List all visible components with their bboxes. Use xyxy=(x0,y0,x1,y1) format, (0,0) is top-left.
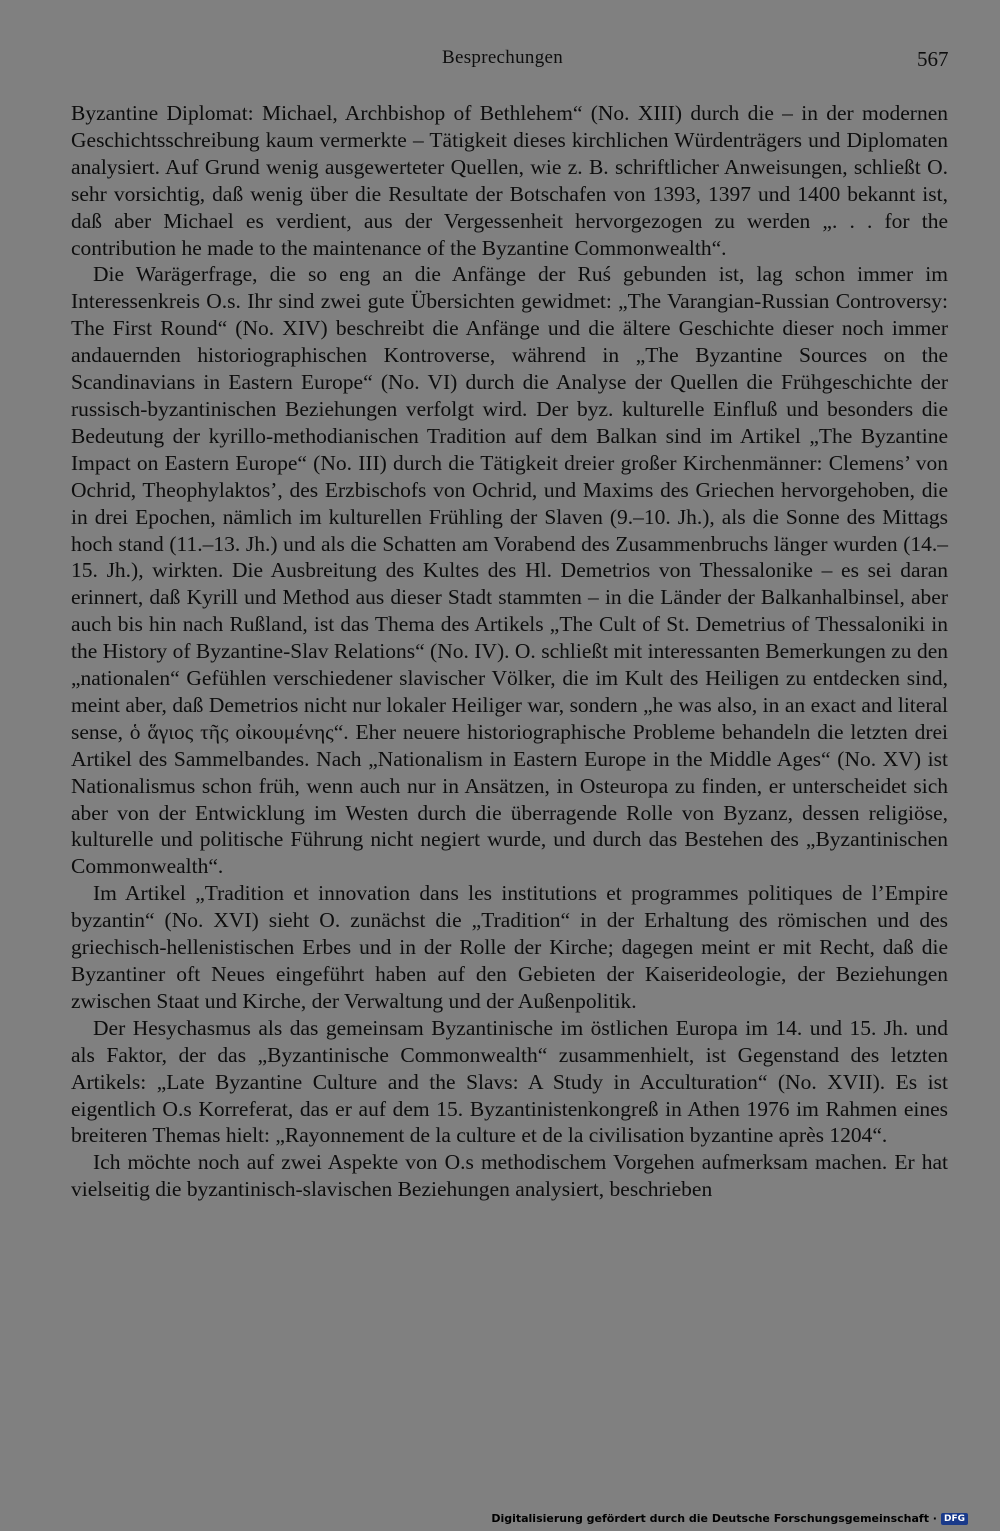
paragraph: Byzantine Diplomat: Michael, Archbishop of Bethlehem“ (No. XIII) durch die – in der modernen Geschichtsschreibung kaum vermerkte – Tätigkeit dieses kirchlichen Würdenträgers und Diplomaten analysiert. Auf Grund wenig ausgewerteter Quellen, wie z. B. schriftlicher Anweisungen, schließt O. sehr vorsichtig, daß wenig über die Resultate der Botschafen von 1393, 1397 und 1400 bekannt ist, daß aber Michael es verdient, aus der Vergessenheit hervorgezogen zu werden „. . . for the contribution he made to the maintenance of the Byzantine Commonwealth“. xyxy=(71,101,948,260)
running-head: Besprechungen xyxy=(442,47,564,68)
body-text xyxy=(71,100,948,1203)
paragraph: Im Artikel „Tradition et innovation dans les institutions et programmes politiques de l’Empire byzantin“ (No. XVI) sieht O. zunächst die „Tradition“ in der Erhaltung des römischen und des griechisch-hellenistischen Erbes und in der Rolle der Kirche; dagegen meint er mit Recht, daß die Byzantiner oft Neues eingeführt haben auf den Gebieten der Kaiserideologie, der Beziehungen zwischen Staat und Kirche, der Verwaltung und der Außenpolitik. xyxy=(71,881,948,1013)
paragraph: Ich möchte noch auf zwei Aspekte von O.s methodischem Vorgehen aufmerksam machen. Er hat vielseitig die byzantinisch-slavischen Beziehungen analysiert, beschrieben xyxy=(71,1150,948,1202)
paragraph: Der Hesychasmus als das gemeinsam Byzantinische im östlichen Europa im 14. und 15. Jh. und als Faktor, der das „Byzantinische Commonwealth“ zusammenhielt, ist Gegenstand des letzten Artikels: „Late Byzantine Culture and the Slavs: A Study in Acculturation“ (No. XVII). Es ist eigentlich O.s Korreferat, das er auf dem 15. Byzantinistenkongreß in Athen 1976 im Rahmen eines breiteren Themas hielt: „Rayonnement de la culture et de la civilisation byzantine après 1204“. xyxy=(71,1015,948,1148)
digitization-footer xyxy=(491,1512,968,1525)
paragraph: Die Warägerfrage, die so eng an die Anfänge der Ruś gebunden ist, lag schon immer im Interessenkreis O.s. Ihr sind zwei gute Übersichten gewidmet: „The Varangian-Russian Controversy: The First Round“ (No. XIV) beschreibt die Anfänge und die ältere Geschichte dieser noch immer andauernden historiographischen Kontroverse, während in „The Byzantine Sources on the Scandinavians in Eastern Europe“ (No. VI) durch die Analyse der Quellen die Frühgeschichte der russisch-byzantinischen Beziehungen verfolgt wird. Der byz. kulturelle Einfluß und besonders die Bedeutung der kyrillo-methodianischen Tradition auf dem Balkan sind im Artikel „The Byzantine Impact on Eastern Europe“ (No. III) durch die Tätigkeit dreier großer Kirchenmänner: Clemens’ von Ochrid, Theophylaktos’, des Erzbischofs von Ochrid, und Maxims des Griechen hervorgehoben, die in drei Epochen, nämlich im kulturellen Frühling der Slaven (9.–10. Jh.), als die Sonne des Mittags hoch stand (11.–13. Jh.) und als die Schatten am Vorabend des Zusammenbruchs länger wurden (14.–15. Jh.), wirkten. Die Ausbreitung des Kultes des Hl. Demetrios von Thessalonike – es sei daran erinnert, daß Kyrill und Method aus dieser Stadt stammten – in die Länder der Balkanhalbinsel, aber auch bis hin nach Rußland, ist das Thema des Artikels „The Cult of St. Demetrius of Thessaloniki in the History of Byzantine-Slav Relations“ (No. IV). O. schließt mit interessanten Bemerkungen zu den „nationalen“ Gefühlen verschiedener slavischer Völker, die im Kult des Heiligen zu entdecken sind, meint aber, daß Demetrios nicht nur lokaler Heiliger war, sondern „he was also, in an exact and literal sense, ὁ ἅγιος τῆς οἰκουμένης“. Eher neuere historiographische Probleme behandeln die letzten drei Artikel des Sammelbandes. Nach „Nationalism in Eastern Europe in the Middle Ages“ (No. XV) ist Nationalismus schon früh, wenn auch nur in Ansätzen, in Osteuropa zu finden, er unterscheidet sich aber von der Entwicklung im Westen durch die überragende Rolle von Byzanz, dessen religiöse, kulturelle und politische Führung nicht negiert wurde, und durch das Bestehen des „Byzantinischen Commonwealth“. xyxy=(71,262,948,879)
page-number: 567 xyxy=(917,47,949,71)
footer-credit: Digitalisierung gefördert durch die Deutsche Forschungsgemeinschaft · xyxy=(491,1512,937,1525)
dfg-logo: DFG xyxy=(941,1513,968,1525)
